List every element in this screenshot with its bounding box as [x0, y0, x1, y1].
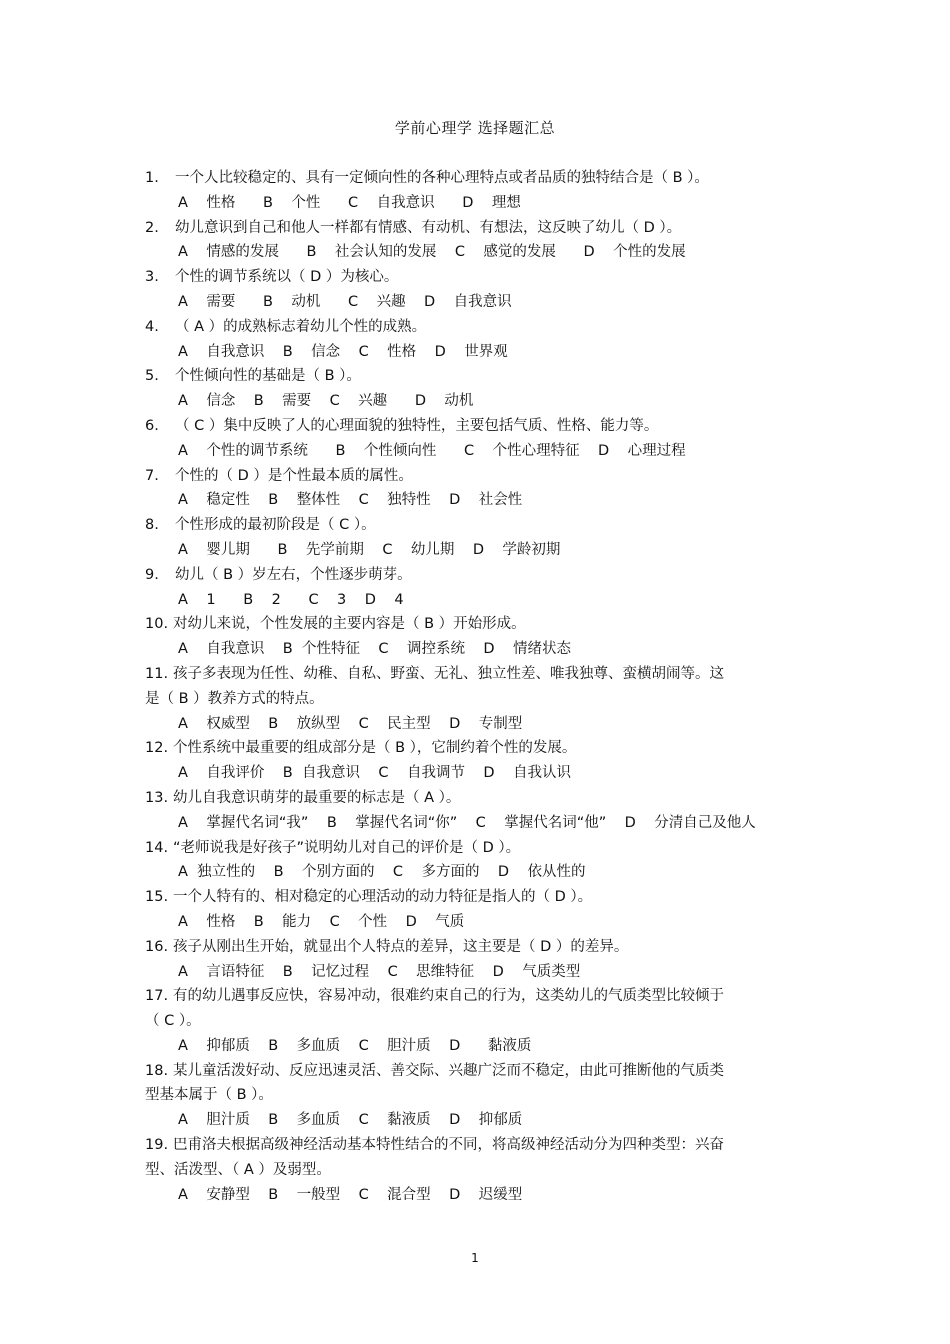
question-stem [145, 364, 813, 389]
answer-options: A 安静型 B 一般型 C 混合型 D 迟缓型 [178, 1186, 523, 1203]
question-text: “老师说我是好孩子”说明幼儿对自己的评价是（ D ）。 [173, 839, 521, 856]
question-number: 17. [145, 988, 169, 1005]
question-text: （ C ）。 [145, 1013, 201, 1030]
question-text: 个性的（ D ）是个性最本质的属性。 [175, 467, 413, 484]
question-item [145, 984, 813, 1058]
question-item [145, 1059, 813, 1133]
answer-options: A 掌握代名词“我” B 掌握代名词“你” C 掌握代名词“他” D 分清自己及他人 [178, 814, 756, 831]
question-item [145, 216, 813, 266]
question-stem [145, 1059, 813, 1084]
question-number: 16. [145, 938, 169, 955]
question-item [145, 935, 813, 985]
question-item [145, 1133, 813, 1207]
question-stem-continued [145, 1083, 813, 1108]
question-item [145, 513, 813, 563]
question-text: 是（ B ）教养方式的特点。 [145, 690, 324, 707]
question-number: 8. [145, 517, 159, 534]
answer-options: A 性格 B 个性 C 自我意识 D 理想 [178, 194, 521, 211]
page-number: 1 [471, 1251, 479, 1265]
question-stem-continued [145, 1158, 813, 1183]
question-text: 孩子从刚出生开始，就显出个人特点的差异，这主要是（ D ）的差异。 [173, 938, 629, 955]
question-text: 孩子多表现为任性、幼稚、自私、野蛮、无礼、独立性差、唯我独尊、蛮横胡闹等。这 [173, 665, 724, 682]
question-stem [145, 786, 813, 811]
question-number: 12. [145, 740, 169, 757]
question-text: 对幼儿来说，个性发展的主要内容是（ B ）开始形成。 [173, 616, 526, 633]
question-stem [145, 563, 813, 588]
question-text: 幼儿自我意识萌芽的最重要的标志是（ A ）。 [173, 789, 461, 806]
question-text: 有的幼儿遇事反应快，容易冲动，很难约束自己的行为，这类幼儿的气质类型比较倾于 [173, 988, 724, 1005]
question-item [145, 836, 813, 886]
question-item [145, 786, 813, 836]
question-stem [145, 315, 813, 340]
question-stem-continued [145, 1009, 813, 1034]
question-stem [145, 662, 813, 687]
question-text: （ A ）的成熟标志着幼儿个性的成熟。 [175, 318, 427, 335]
question-stem [145, 166, 813, 191]
answer-options: A 婴儿期 B 先学前期 C 幼儿期 D 学龄初期 [178, 541, 561, 558]
question-text: 一个人比较稳定的、具有一定倾向性的各种心理特点或者品质的独特结合是（ B ）。 [175, 170, 709, 186]
question-stem [145, 414, 813, 439]
answer-options: A 需要 B 动机 C 兴趣 D 自我意识 [178, 293, 512, 310]
question-number: 5. [145, 368, 159, 385]
question-item [145, 166, 813, 216]
answer-options: A 自我意识 B 个性特征 C 调控系统 D 情绪状态 [178, 641, 571, 658]
question-stem [145, 513, 813, 538]
question-item [145, 612, 813, 662]
question-number: 2. [145, 219, 159, 236]
question-text: 型基本属于（ B ）。 [145, 1087, 273, 1104]
document-title: 学前心理学 选择题汇总 [394, 119, 556, 137]
question-item [145, 662, 813, 736]
question-number: 3. [145, 269, 159, 286]
answer-options: A 权威型 B 放纵型 C 民主型 D 专制型 [178, 715, 523, 732]
answer-options: A 稳定性 B 整体性 C 独特性 D 社会性 [178, 492, 523, 509]
answer-options: A 自我评价 B 自我意识 C 自我调节 D 自我认识 [178, 765, 571, 782]
question-item [145, 885, 813, 935]
question-item [145, 315, 813, 365]
question-number: 6. [145, 417, 159, 434]
question-text: 幼儿意识到自己和他人一样都有情感、有动机、有想法，这反映了幼儿（ D ）。 [175, 219, 682, 236]
question-number: 9. [145, 566, 159, 583]
question-stem [145, 265, 813, 290]
question-number: 1. [145, 170, 159, 186]
question-text: 个性的调节系统以（ D ）为核心。 [175, 269, 399, 286]
question-number: 19. [145, 1137, 169, 1154]
question-stem [145, 464, 813, 489]
question-number: 13. [145, 789, 169, 806]
question-number: 14. [145, 839, 169, 856]
question-item [145, 414, 813, 464]
question-list [145, 166, 813, 1207]
question-number: 18. [145, 1062, 169, 1079]
question-number: 7. [145, 467, 159, 484]
question-text: 一个人特有的、相对稳定的心理活动的动力特征是指人的（ D ）。 [173, 889, 593, 906]
answer-options: A 言语特征 B 记忆过程 C 思维特征 D 气质类型 [178, 963, 581, 980]
question-item [145, 736, 813, 786]
question-stem [145, 984, 813, 1009]
question-stem [145, 935, 813, 960]
answer-options: A 胆汁质 B 多血质 C 黏液质 D 抑郁质 [178, 1112, 523, 1129]
answer-options: A 个性的调节系统 B 个性倾向性 C 个性心理特征 D 心理过程 [178, 442, 686, 459]
answer-options: A 自我意识 B 信念 C 性格 D 世界观 [178, 343, 508, 360]
question-stem [145, 885, 813, 910]
question-number: 10. [145, 616, 169, 633]
question-number: 11. [145, 665, 169, 682]
question-text: 某儿童活泼好动、反应迅速灵活、善交际、兴趣广泛而不稳定，由此可推断他的气质类 [173, 1062, 724, 1079]
question-number: 15. [145, 889, 169, 906]
question-stem [145, 836, 813, 861]
question-text: （ C ）集中反映了人的心理面貌的独特性，主要包括气质、性格、能力等。 [175, 417, 659, 434]
question-stem [145, 1133, 813, 1158]
question-stem [145, 736, 813, 761]
question-text: 个性形成的最初阶段是（ C ）。 [175, 517, 376, 534]
answer-options: A 信念 B 需要 C 兴趣 D 动机 [178, 393, 474, 410]
question-stem [145, 216, 813, 241]
answer-options: A 抑郁质 B 多血质 C 胆汁质 D 黏液质 [178, 1037, 532, 1054]
question-text: 巴甫洛夫根据高级神经活动基本特性结合的不同，将高级神经活动分为四种类型：兴奋 [173, 1137, 724, 1154]
question-number: 4. [145, 318, 159, 335]
question-item [145, 563, 813, 613]
question-text: 幼儿（ B ）岁左右，个性逐步萌芽。 [175, 566, 412, 583]
question-item [145, 364, 813, 414]
question-text: 个性倾向性的基础是（ B ）。 [175, 368, 361, 385]
question-text: 个性系统中最重要的组成部分是（ B ），它制约着个性的发展。 [173, 740, 577, 757]
question-stem [145, 612, 813, 637]
question-item [145, 265, 813, 315]
question-stem-continued [145, 687, 813, 712]
answer-options: A 性格 B 能力 C 个性 D 气质 [178, 913, 465, 930]
answer-options: A 情感的发展 B 社会认知的发展 C 感觉的发展 D 个性的发展 [178, 244, 686, 261]
answer-options: A 独立性的 B 个别方面的 C 多方面的 D 依从性的 [178, 864, 586, 881]
question-item [145, 464, 813, 514]
answer-options: A 1 B 2 C 3 D 4 [178, 591, 404, 608]
question-text: 型、活泼型、（ A ）及弱型。 [145, 1161, 331, 1178]
